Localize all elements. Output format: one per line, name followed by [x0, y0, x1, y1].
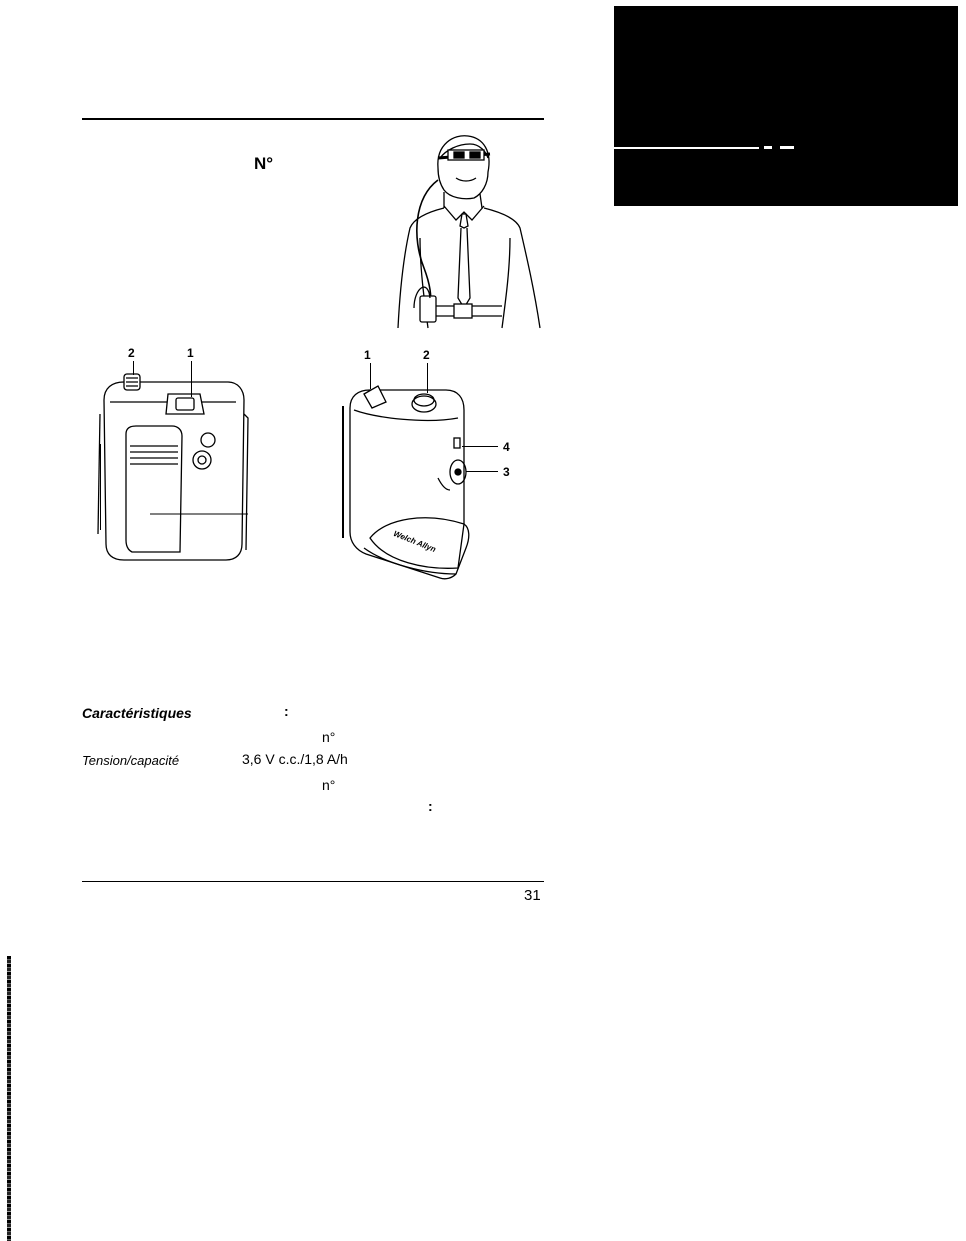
specs-title: Caractéristiques — [82, 705, 192, 721]
specs-voltage-label: Tension/capacité — [82, 753, 180, 768]
front-edge-line — [100, 444, 101, 530]
callout-back-3: 3 — [503, 465, 510, 479]
specs-row1-no: n° — [322, 729, 336, 745]
leader-3 — [466, 471, 498, 472]
specs-voltage-value: 3,6 V c.c./1,8 A/h — [242, 751, 348, 767]
callout-front-2: 2 — [128, 346, 135, 360]
callout-back-2: 2 — [423, 348, 430, 362]
panel-divider-dot — [764, 146, 772, 149]
leader-4 — [462, 446, 498, 447]
section-header-panel — [614, 6, 958, 206]
leader-2-back — [427, 363, 428, 393]
specs-row3-no: n° — [322, 777, 336, 793]
top-rule — [82, 118, 544, 120]
product-logo: Welch Allyn — [392, 528, 438, 555]
leader-1-front — [191, 361, 192, 397]
back-edge-line — [342, 406, 344, 538]
callout-front-1: 1 — [187, 346, 194, 360]
heading-number-sign: N° — [254, 154, 274, 173]
callout-back-4: 4 — [503, 440, 510, 454]
specs-title-colon: : — [284, 703, 289, 719]
page-number: 31 — [524, 887, 541, 904]
person-illustration — [384, 128, 544, 332]
callout-back-1: 1 — [364, 348, 371, 362]
leader-1-back — [370, 363, 371, 389]
scan-edge-strip — [7, 956, 11, 1241]
battery-front-illustration — [96, 374, 256, 566]
leader-2-front — [133, 361, 134, 375]
bottom-rule — [82, 881, 544, 882]
panel-divider — [614, 147, 759, 149]
panel-divider-dash — [780, 146, 794, 149]
specs-row4-colon: : — [428, 798, 433, 814]
